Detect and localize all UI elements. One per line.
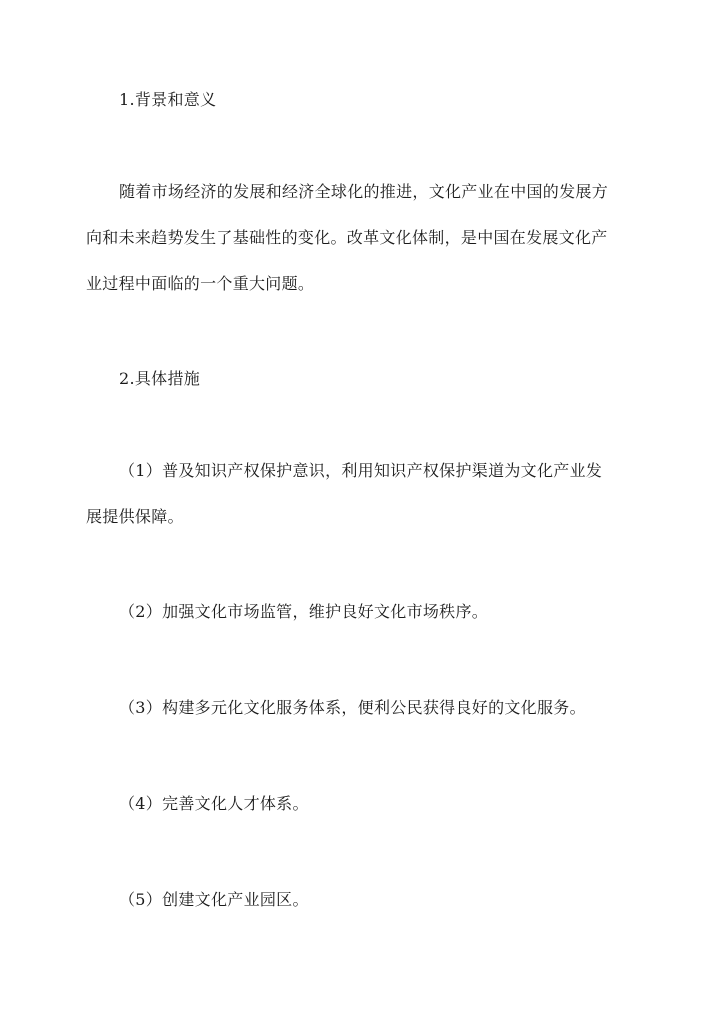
measure-item-3: （3）构建多元化文化服务体系，便利公民获得良好的文化服务。 (119, 698, 586, 717)
paragraph-line: 展提供保障。 (86, 507, 184, 526)
measure-item-2: （2）加强文化市场监管，维护良好文化市场秩序。 (119, 602, 489, 621)
paragraph-line: 业过程中面临的一个重大问题。 (86, 274, 315, 293)
measure-item-5: （5）创建文化产业园区。 (119, 890, 309, 909)
paragraph-line: （1）普及知识产权保护意识，利用知识产权保护渠道为文化产业发 (119, 461, 603, 480)
section-heading-measures: 2.具体措施 (119, 369, 201, 388)
paragraph-line: 随着市场经济的发展和经济全球化的推进，文化产业在中国的发展方 (119, 182, 609, 201)
paragraph-line: 向和未来趋势发生了基础性的变化。改革文化体制，是中国在发展文化产 (86, 228, 608, 247)
measure-item-4: （4）完善文化人才体系。 (119, 794, 309, 813)
section-heading-background: 1.背景和意义 (119, 90, 217, 109)
